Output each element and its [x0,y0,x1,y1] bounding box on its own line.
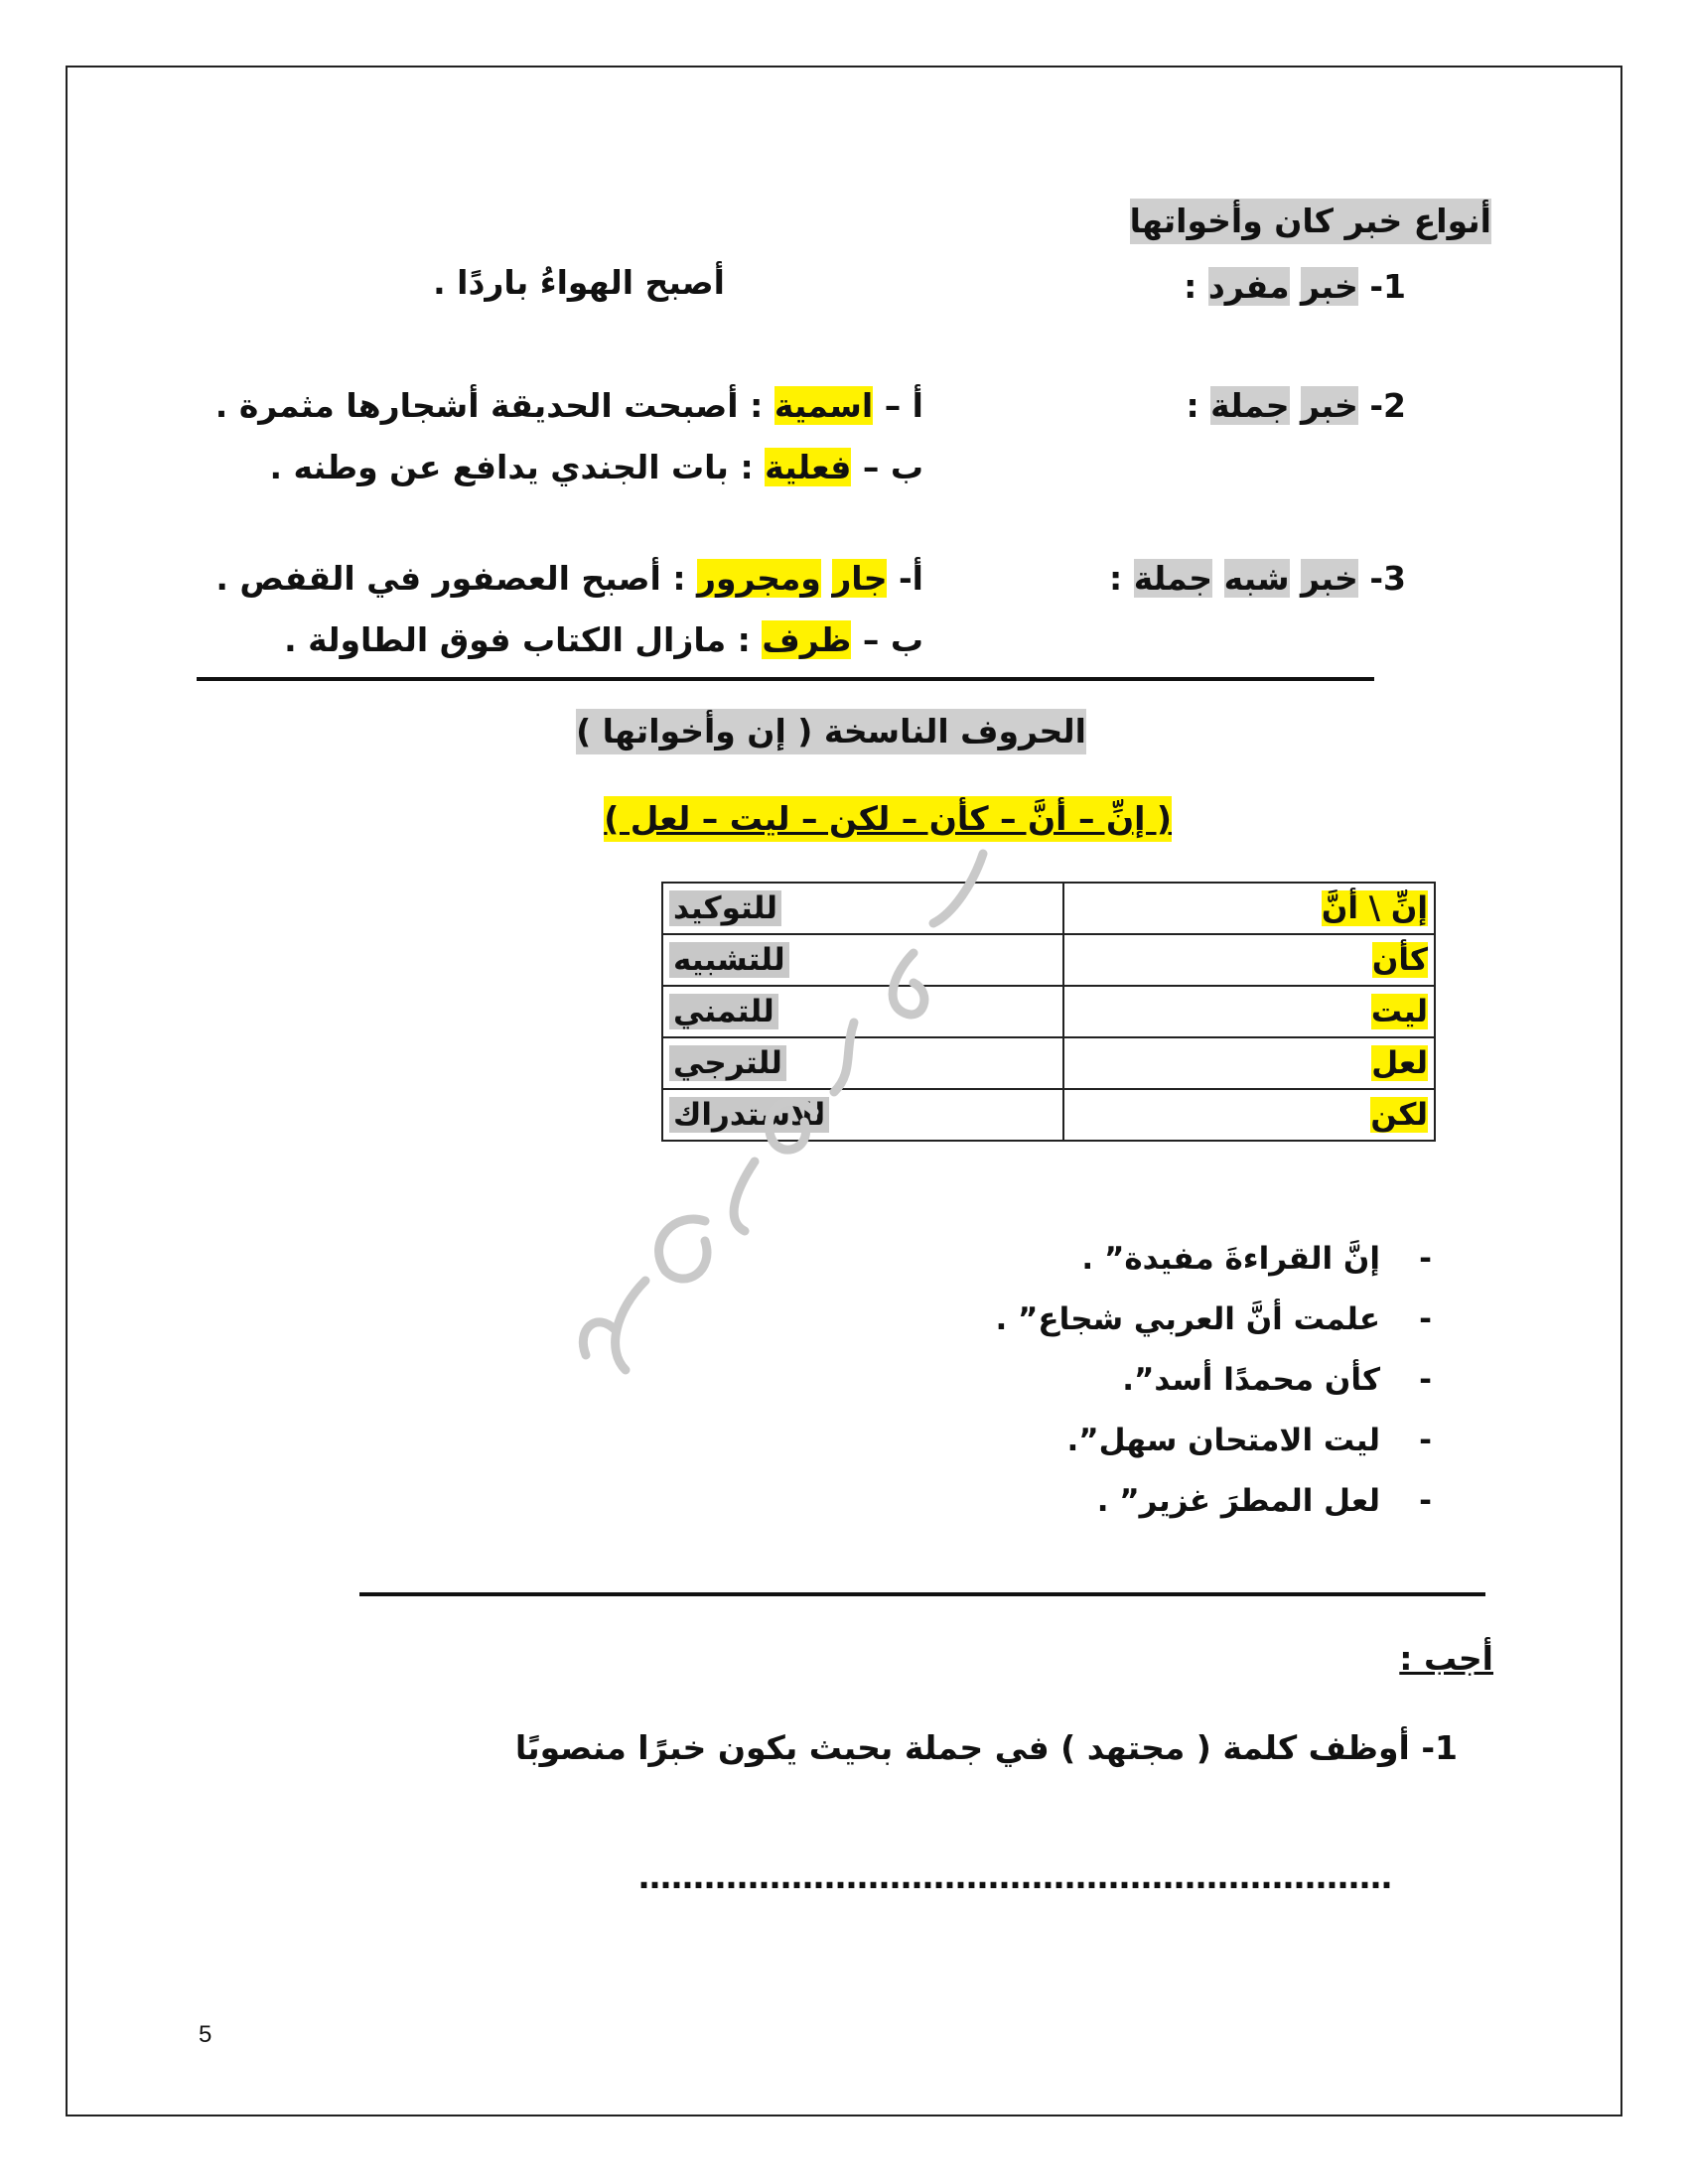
table-row [662,883,1435,934]
table-row [662,1037,1435,1089]
list-item [995,1290,1432,1350]
sub-example: : أصبح العصفور في القفص . [215,559,686,598]
bullet: - [1419,1241,1432,1277]
colon: : [1184,267,1197,306]
sub-example: : مازال الكتاب فوق الطاولة . [284,620,751,659]
example-text: علمت أنَّ العربي شجاع” . [995,1301,1380,1337]
sub-kind: اسمية [774,386,874,425]
inna-particles-list: ( إنِّ – أنَّ – كأن – لكن – ليت – لعل ) [604,796,1172,842]
label-word: شبه [1223,559,1290,598]
colon: : [1109,559,1123,598]
kana-item2-a [215,383,923,429]
particle: ليت [1370,994,1428,1029]
exercise-heading: أجب : [1399,1639,1493,1678]
sub-prefix: ب – [862,620,923,659]
item-number: 1- [1369,267,1406,306]
label-word: خبر [1301,386,1358,425]
kana-item2-b [270,445,923,490]
particle-cell [1063,986,1435,1037]
kana-item2-label [1186,383,1406,429]
sub-example: : أصبحت الحديقة أشجارها مثمرة . [214,386,764,425]
inna-heading: الحروف الناسخة ( إن وأخواتها ) [576,709,1086,754]
kana-heading: أنواع خبر كان وأخواتها [1130,199,1491,244]
meaning: للاستدراك [669,1097,829,1133]
list-item [995,1471,1432,1532]
meaning: للترجي [669,1045,786,1081]
sub-kind: جار [832,559,888,598]
meaning: للتشبيه [669,942,789,978]
particle: لعل [1371,1045,1428,1081]
label-word: جملة [1210,386,1290,425]
item-number: 3- [1369,559,1406,598]
example-text: ليت الامتحان سهل”. [1066,1423,1380,1458]
particle: كأن [1371,942,1428,978]
section-divider [197,677,1374,681]
particle-cell [1063,883,1435,934]
item-number: 2- [1369,386,1406,425]
section-divider [359,1592,1485,1596]
example-text: لعل المطرَ غزير” . [1096,1483,1380,1519]
bullet: - [1419,1301,1432,1337]
page-number: 5 [199,2021,212,2048]
table-row [662,986,1435,1037]
meaning-cell [662,1037,1063,1089]
sub-example: : بات الجندي يدافع عن وطنه . [269,448,754,486]
bullet: - [1419,1423,1432,1458]
particle-cell [1063,934,1435,986]
exercise-question-1: 1- أوظف كلمة ( مجتهد ) في جملة بحيث يكون خبرًا منصوبًا [514,1728,1458,1767]
sub-prefix: ب – [862,448,923,486]
example-text: كأن محمدًا أسد”. [1122,1362,1380,1398]
meaning-cell [662,883,1063,934]
sub-prefix: أ- [898,559,923,598]
kana-item1-label [1184,264,1406,310]
list-item [995,1229,1432,1290]
sub-kind: ومجرور [697,559,821,598]
particle: إنِّ \ أنَّ [1321,890,1428,926]
sub-kind: فعلية [765,448,852,486]
label-word: مفرد [1207,267,1290,306]
inna-examples [995,1229,1432,1532]
particle: لكن [1370,1097,1428,1133]
meaning: للتوكيد [669,890,781,926]
meaning: للتمني [669,994,778,1029]
label-word: خبر [1301,559,1358,598]
kana-item3-b [284,617,923,663]
kana-item1-example: أصبح الهواءُ باردًا . [433,263,725,302]
label-word: خبر [1301,267,1358,306]
colon: : [1186,386,1199,425]
particle-cell [1063,1037,1435,1089]
bullet: - [1419,1483,1432,1519]
bullet: - [1419,1362,1432,1398]
example-text: إنَّ القراءةَ مفيدة” . [1081,1241,1380,1277]
label-word: جملة [1133,559,1213,598]
answer-line[interactable]: …………………………………………………………… [638,1857,1392,1896]
sub-prefix: أ – [884,386,923,425]
kana-item3-label [1109,556,1406,602]
kana-item3-a [215,556,923,602]
meaning-cell [662,986,1063,1037]
sub-kind: ظرف [762,620,852,659]
meaning-cell [662,934,1063,986]
list-item [995,1411,1432,1471]
meaning-cell [662,1089,1063,1141]
table-row [662,1089,1435,1141]
list-item [995,1350,1432,1411]
particle-cell [1063,1089,1435,1141]
inna-meanings-table [661,882,1436,1142]
table-row [662,934,1435,986]
